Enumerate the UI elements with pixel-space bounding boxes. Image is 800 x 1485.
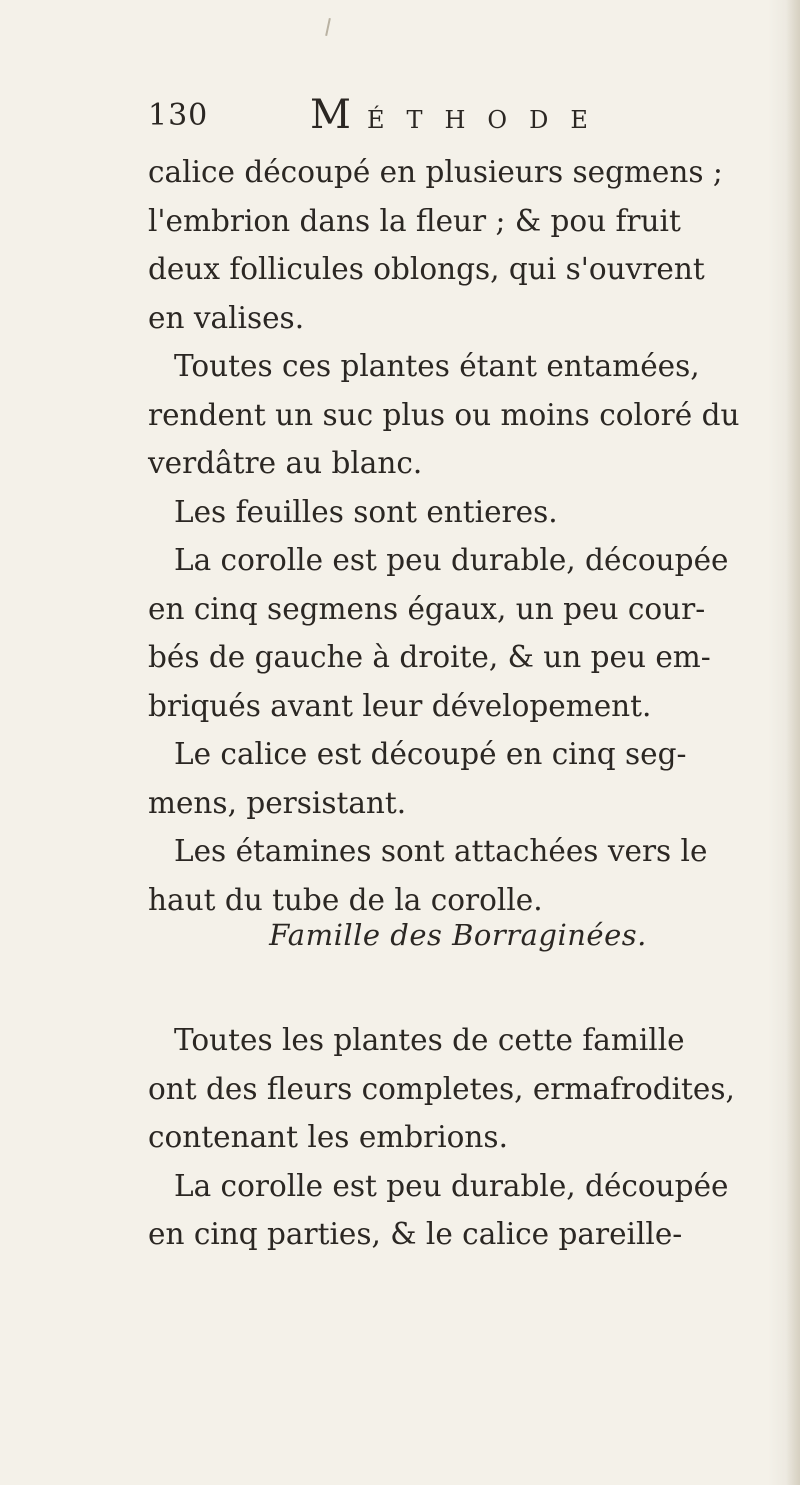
text-line: Les feuilles sont entieres. [174, 494, 558, 529]
page-header [148, 92, 768, 142]
text-line: Le calice est découpé en cinq seg- [174, 737, 687, 771]
text-line: mens, persistant. [148, 785, 407, 820]
text-line: Toutes les plantes de cette famille [174, 1023, 685, 1057]
text-line: deux follicules oblongs, qui s'ouvrent [148, 252, 705, 286]
text-line: La corolle est peu durable, découpée [174, 543, 729, 577]
main-text-block [148, 148, 768, 924]
running-head-rest: ÉTHODE [366, 106, 610, 134]
text-line: Toutes ces plantes étant entamées, [174, 349, 700, 383]
text-line: briqués avant leur dévelopement. [148, 688, 652, 723]
section-heading: Famille des Borraginées. [269, 918, 647, 952]
text-line: calice découpé en plusieurs segmens ; [148, 155, 723, 189]
text-line: contenant les embrions. [148, 1120, 508, 1154]
page-number: 130 [148, 98, 209, 133]
pencil-mark [325, 18, 331, 36]
text-line: l'embrion dans la fleur ; & pou fruit [148, 203, 681, 238]
text-line: rendent un suc plus ou moins coloré du [148, 397, 740, 432]
text-line: bés de gauche à droite, & un peu em- [148, 640, 711, 674]
text-line: La corolle est peu durable, découpée [174, 1168, 729, 1203]
page-edge-shadow [786, 0, 800, 1485]
text-line: en cinq segmens égaux, un peu cour- [148, 591, 706, 626]
text-line: en valises. [148, 300, 305, 335]
text-line: Les étamines sont attachées vers le [174, 834, 708, 868]
text-line: en cinq parties, & le calice pareille- [148, 1217, 683, 1251]
text-line: haut du tube de la corolle. [148, 882, 543, 917]
running-head [310, 92, 610, 138]
text-line: ont des fleurs completes, ermafrodites, [148, 1071, 735, 1106]
second-text-block [148, 1016, 768, 1259]
running-head-initial: M [310, 92, 351, 138]
text-line: verdâtre au blanc. [148, 446, 423, 480]
